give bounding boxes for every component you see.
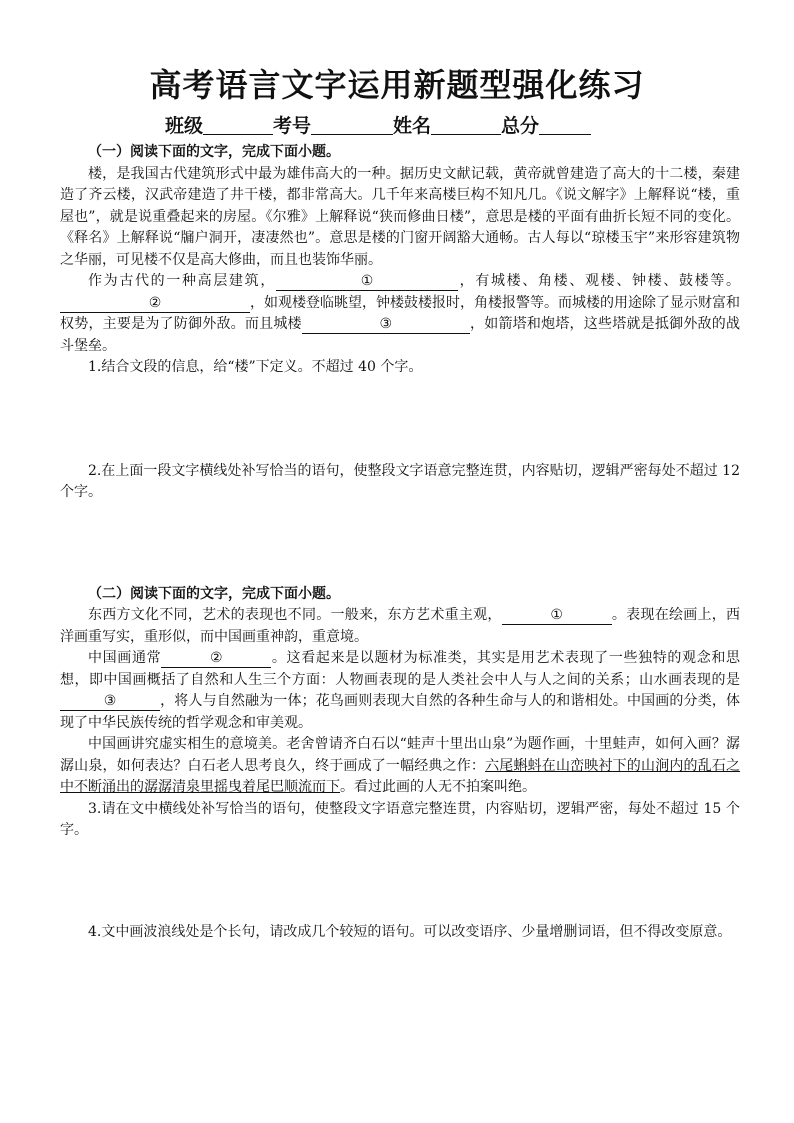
name-label: 姓名 <box>393 115 432 137</box>
blank-1[interactable]: ① <box>276 272 458 291</box>
text-span: 中国画讲究虚实相生的意境美。老舍曾请齐白石以“蛙声十里出山泉”为题作画，十里蛙声，如何入画？潺潺山泉，如何表达？白石老人思考良久，终于画成了一幅经典之作： <box>60 736 740 774</box>
wavy-underlined-sentence: 六尾蝌蚪在山峦映衬下的山涧内的乱石之中不断涌出的潺潺清泉里摇曳着尾巴顺流而下 <box>60 757 741 795</box>
answer-space-1[interactable] <box>60 379 740 461</box>
section2-heading: （二）阅读下面的文字，完成下面小题。 <box>88 585 340 602</box>
exam-no-label: 考号 <box>273 115 312 137</box>
class-blank[interactable] <box>203 116 273 135</box>
text-span: ，如箭塔和炮塔，这些塔就是抵御外敌的战斗堡垒。 <box>60 316 741 354</box>
section1-paragraph-2 <box>60 271 740 357</box>
class-label: 班级 <box>165 115 204 137</box>
text-span: 。这看起来是以题材为标准类，其实是用艺术表现了一些独特的观念和思想，即中国画概括了自然和人生三个方面：人物画表现的是人类社会中人与人之间的关系；山水画表现的是 <box>60 650 741 688</box>
text-span: 东西方文化不同，艺术的表现也不同。一般来，东方艺术重主观， <box>88 607 502 623</box>
question-2: 2.在上面一段文字横线处补写恰当的语句，使整段文字语意完整连贯，内容贴切，逻辑严密每处不超过 12 个字。 <box>60 462 740 500</box>
score-blank[interactable] <box>539 116 591 135</box>
worksheet-content <box>60 142 740 943</box>
page-title: 高考语言文字运用新题型强化练习 <box>149 66 645 104</box>
text-span: 。看过此画的人无不拍案叫绝。 <box>340 779 536 795</box>
section1-paragraph-1: 楼，是我国古代建筑形式中最为雄伟高大的一种。据历史文献记载，黄帝就曾建造了高大的十二楼，秦建造了齐云楼，汉武帝建造了井干楼，都非常高大。几千年来高楼巨构不知凡几。《说文解字》上解释说“楼，重屋也”，就是说重叠起来的房屋。《尔雅》上解释说“狭而修曲日楼”，意思是楼的平面有曲折长短不同的变化。《释名》上解释说“牖户洞开，凄凄然也”。意思是楼的门窗开阔豁大通畅。古人每以“琼楼玉宇”来形容建筑物之华丽，可见楼不仅是高大修曲，而且也装饰华丽。 <box>60 165 740 268</box>
answer-space-3[interactable] <box>60 842 740 922</box>
section2-paragraph-3 <box>60 734 740 799</box>
text-span: ，将人与自然融为一体；花鸟画则表现大自然的各种生命与人的和谐相处。中国画的分类，体现了中华民族传统的哲学观念和审美观。 <box>60 693 740 731</box>
answer-space-2[interactable] <box>60 504 740 584</box>
blank-3[interactable]: ③ <box>60 692 160 711</box>
student-info-line <box>165 111 591 138</box>
blank-2[interactable]: ② <box>161 649 271 668</box>
question-4: 4.文中画波浪线处是个长句，请改成几个较短的语句。可以改变语序、少量增删词语，但不得改变原意。 <box>88 923 732 940</box>
text-span: 作为古代的一种高层建筑， <box>88 273 276 289</box>
text-span: 。表现在绘画上，西洋画重写实，重形似，而中国画重神韵，重意境。 <box>60 607 741 645</box>
question-3: 3.请在文中横线处补写恰当的语句，使整段文字语意完整连贯，内容贴切，逻辑严密，每处不超过 15 个字。 <box>60 800 740 838</box>
exam-no-blank[interactable] <box>311 116 393 135</box>
name-blank[interactable] <box>431 116 501 135</box>
score-label: 总分 <box>501 115 540 137</box>
section1-heading: （一）阅读下面的文字，完成下面小题。 <box>88 144 340 160</box>
question-1: 1.结合文段的信息，给“楼”下定义。不超过 40 个字。 <box>88 359 423 375</box>
section2-paragraph-1 <box>60 605 740 648</box>
blank-2[interactable]: ② <box>60 294 250 313</box>
section2-paragraph-2 <box>60 648 740 734</box>
text-span: 中国画通常 <box>88 650 162 666</box>
text-span: ，如观楼登临眺望，钟楼鼓楼报时，角楼报警等。而城楼的用途除了显示财富和权势，主要是为了防御外敌。而且城楼 <box>60 294 740 332</box>
blank-3[interactable]: ③ <box>302 315 470 334</box>
text-span: ，有城楼、角楼、观楼、钟楼、鼓楼等。 <box>458 273 740 289</box>
blank-1[interactable]: ① <box>502 606 612 625</box>
